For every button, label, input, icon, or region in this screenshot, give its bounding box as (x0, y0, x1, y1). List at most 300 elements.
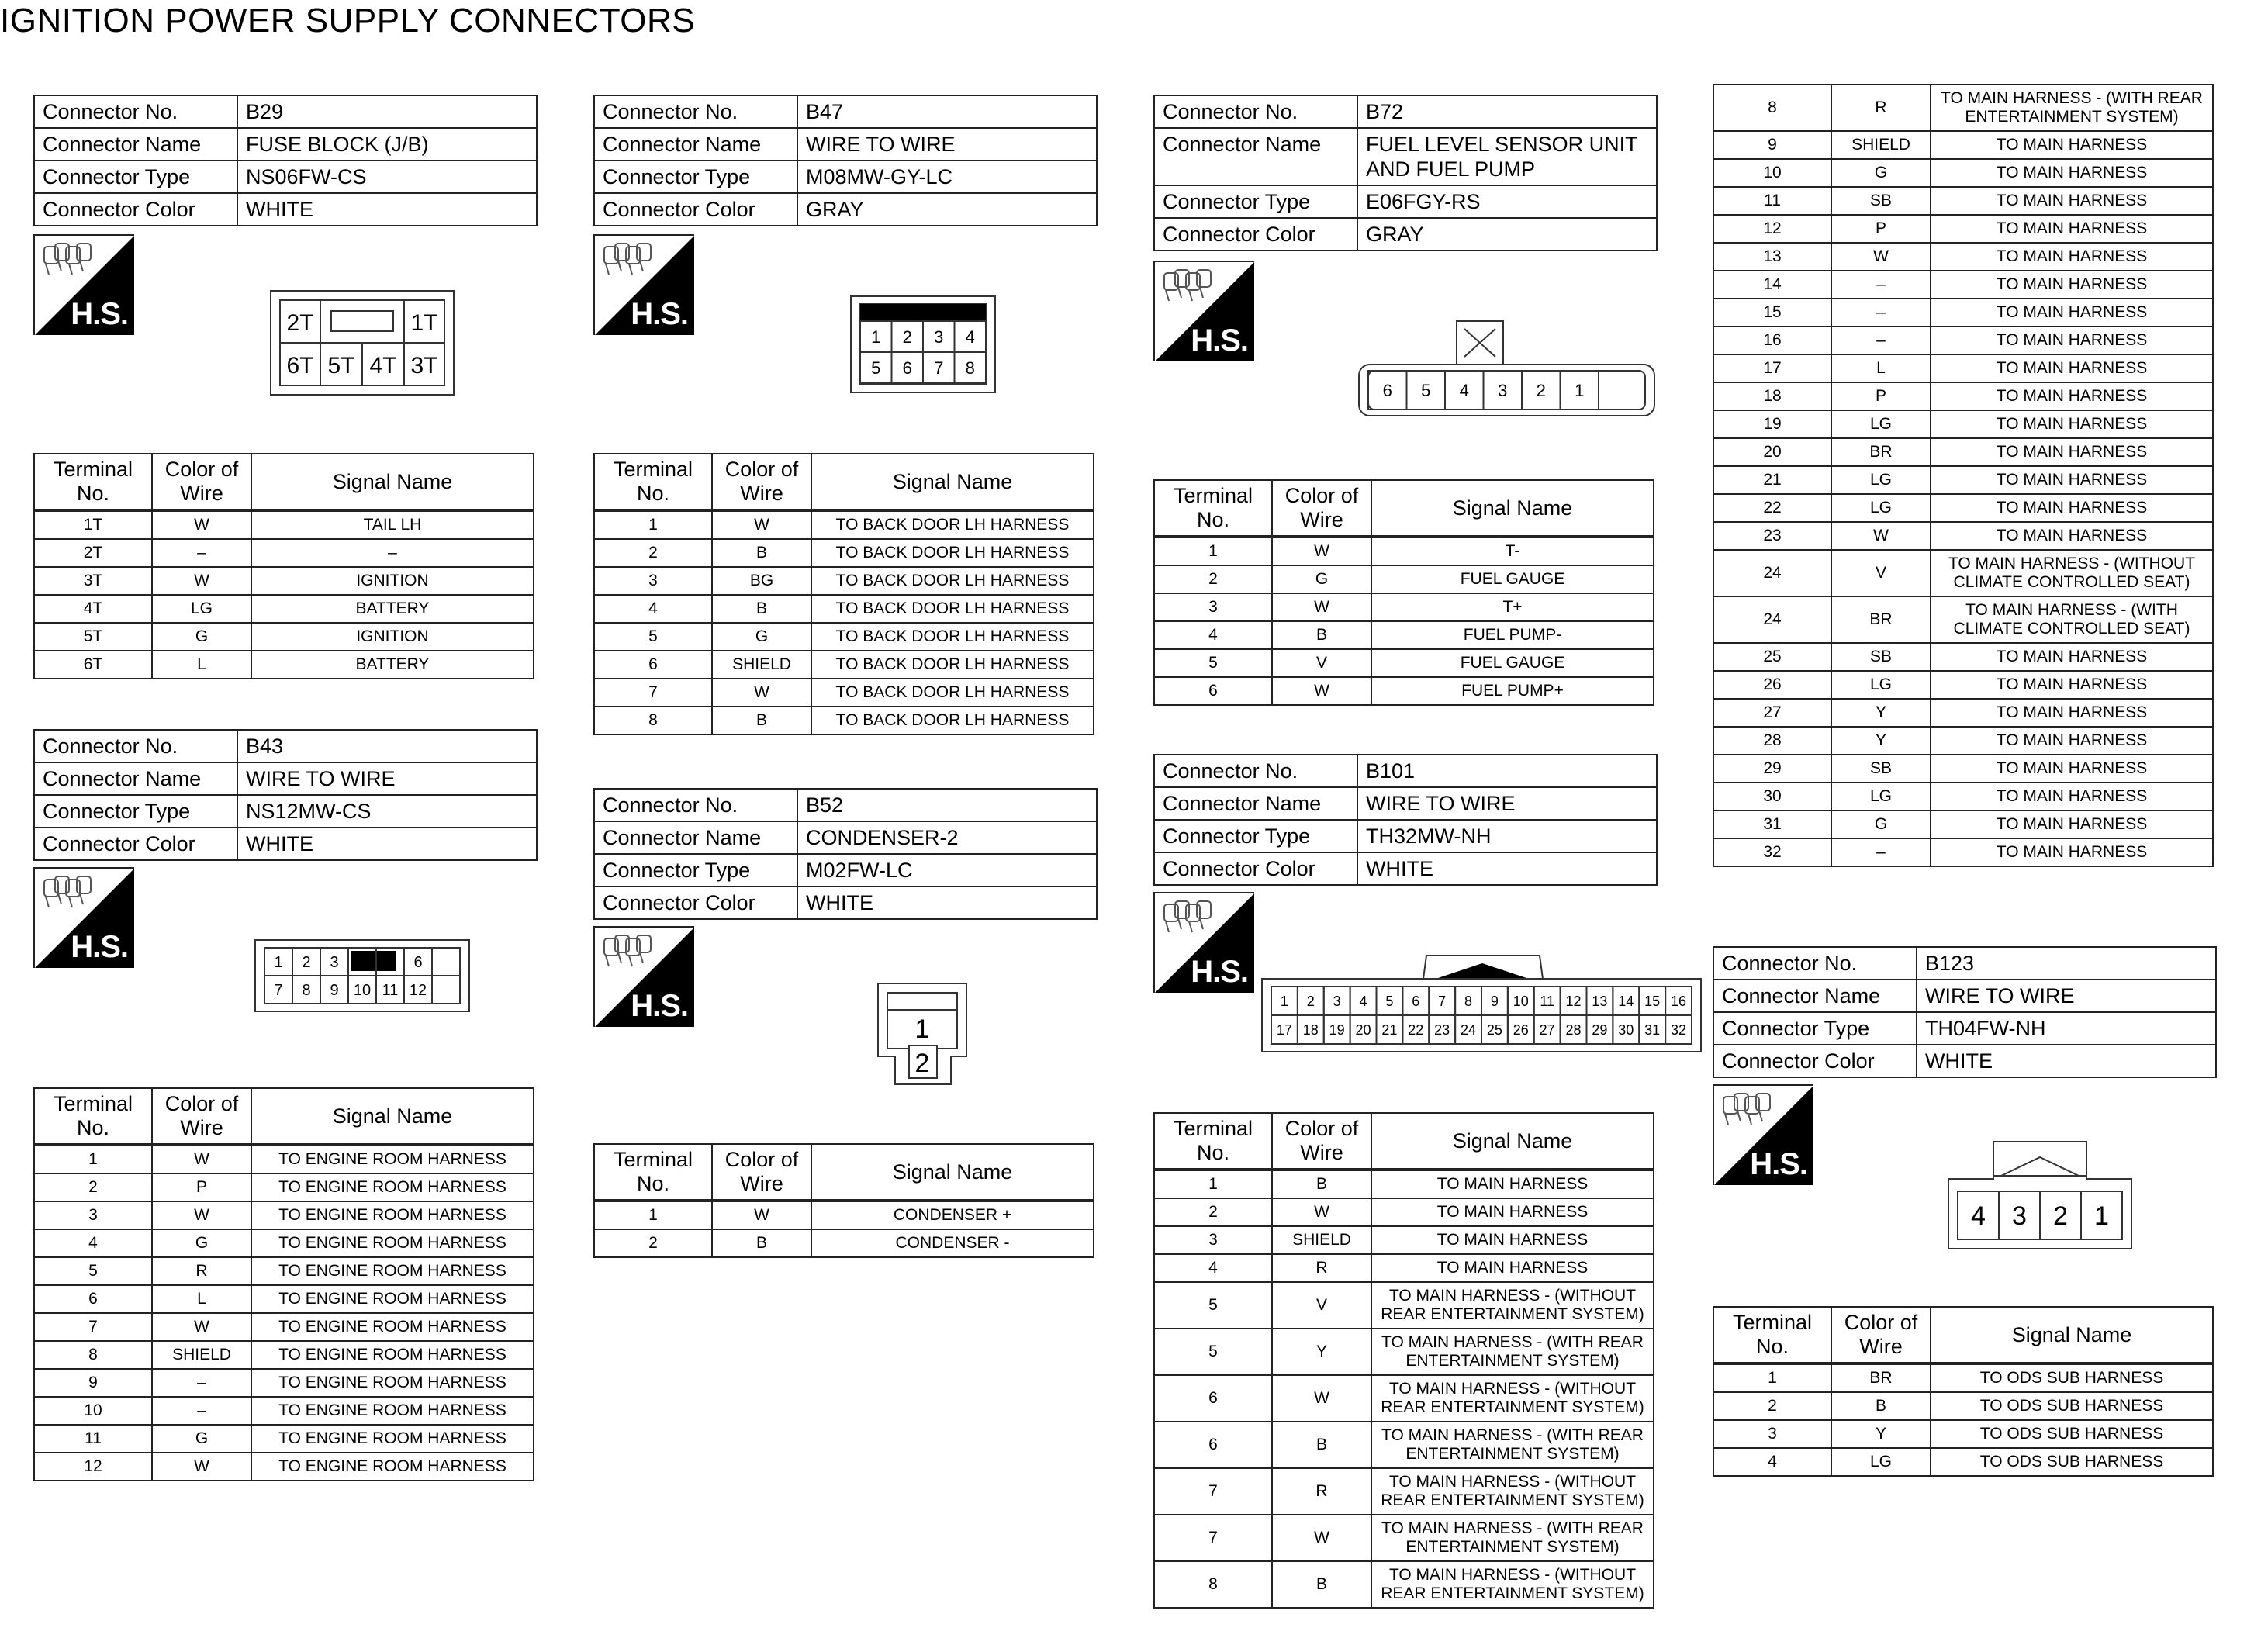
terminal-no-cell: 5 (1154, 1329, 1272, 1375)
signal-name-cell: FUEL GAUGE (1371, 565, 1654, 593)
table-row (1154, 1329, 1654, 1375)
table-row (594, 510, 1094, 539)
harness-side-icon (593, 926, 694, 1027)
terminal-no-cell: 5 (34, 1257, 152, 1285)
terminal-no-cell: 28 (1713, 727, 1831, 755)
terminal-no-cell: 6 (594, 651, 712, 679)
pin-label: 9 (1490, 993, 1499, 1009)
table-row (594, 1201, 1094, 1229)
table-row (1713, 699, 2213, 727)
hs-label: H.S. (1191, 955, 1248, 989)
table-row (594, 679, 1094, 707)
signal-name-cell: T- (1371, 537, 1654, 565)
table-row (34, 1173, 534, 1201)
signal-name-cell: TO MAIN HARNESS (1931, 643, 2213, 671)
signal-name-cell: TO ENGINE ROOM HARNESS (251, 1285, 534, 1313)
terminal-no-cell: 10 (1713, 159, 1831, 187)
table-row (1713, 159, 2213, 187)
terminal-no-cell: 2 (594, 539, 712, 567)
signal-name-cell: TO ENGINE ROOM HARNESS (251, 1341, 534, 1369)
connector-color-value: WHITE (1357, 852, 1657, 885)
pin-label: 11 (382, 982, 399, 1000)
pin-label: 5 (871, 358, 881, 378)
wire-color-cell: – (152, 1397, 251, 1425)
signal-name-cell: TO MAIN HARNESS - (WITH REAR ENTERTAINMENT SYSTEM) (1371, 1515, 1654, 1561)
hs-label: H.S. (631, 297, 688, 331)
page-title: IGNITION POWER SUPPLY CONNECTORS (0, 2, 696, 40)
signal-name-cell: TO MAIN HARNESS - (WITH REAR ENTERTAINMENT SYSTEM) (1931, 85, 2213, 131)
terminal-no-cell: 7 (34, 1313, 152, 1341)
header-color-of-wire: Color of Wire (712, 1144, 811, 1201)
wire-color-cell: G (1272, 565, 1371, 593)
label-connector-type: Connector Type (594, 161, 797, 193)
header-terminal-no: Terminal No. (1713, 1307, 1831, 1363)
pin-label: 12 (1565, 993, 1582, 1009)
terminal-table-b43 (33, 1087, 534, 1481)
signal-name-cell: TO MAIN HARNESS (1371, 1170, 1654, 1198)
terminal-no-cell: 6 (34, 1285, 152, 1313)
label-connector-no: Connector No. (1154, 95, 1357, 128)
signal-name-cell: TO MAIN HARNESS (1931, 271, 2213, 299)
signal-name-cell: TO MAIN HARNESS (1931, 159, 2213, 187)
terminal-no-cell: 7 (1154, 1468, 1272, 1515)
table-row (1713, 299, 2213, 327)
table-row (1713, 596, 2213, 643)
table-row (1154, 1226, 1654, 1254)
table-row (1713, 271, 2213, 299)
wire-color-cell: W (152, 567, 251, 595)
signal-name-cell: TO ENGINE ROOM HARNESS (251, 1201, 534, 1229)
hs-label: H.S. (1750, 1147, 1807, 1181)
wire-color-cell: – (1831, 327, 1931, 354)
wire-color-cell: – (1831, 838, 1931, 866)
pin-label: 13 (1592, 993, 1608, 1009)
pin-label: 8 (965, 358, 975, 378)
table-row (1154, 1170, 1654, 1198)
wire-color-cell: B (1831, 1392, 1931, 1420)
table-row (34, 510, 534, 539)
hs-label: H.S. (631, 989, 688, 1023)
connector-color-value: WHITE (1917, 1045, 2216, 1077)
signal-name-cell: TO MAIN HARNESS - (WITH REAR ENTERTAINMENT SYSTEM) (1371, 1329, 1654, 1375)
terminal-no-cell: 6 (1154, 1375, 1272, 1422)
signal-name-cell: TO BACK DOOR LH HARNESS (811, 510, 1094, 539)
signal-name-cell: CONDENSER + (811, 1201, 1094, 1229)
signal-name-cell: TO MAIN HARNESS (1931, 382, 2213, 410)
pin-label: 1 (1280, 993, 1288, 1009)
pin-label: 27 (1539, 1021, 1555, 1038)
table-row (1713, 243, 2213, 271)
signal-name-cell: TO MAIN HARNESS (1931, 215, 2213, 243)
harness-side-icon (1713, 1084, 1813, 1185)
table-row (1154, 1422, 1654, 1468)
terminal-no-cell: 11 (1713, 187, 1831, 215)
pin-label: 19 (1329, 1021, 1345, 1038)
wire-color-cell: Y (1831, 1420, 1931, 1448)
signal-name-cell: TO MAIN HARNESS (1931, 810, 2213, 838)
table-row (1154, 1515, 1654, 1561)
label-connector-no: Connector No. (1713, 947, 1917, 980)
connector-name-value: FUEL LEVEL SENSOR UNIT AND FUEL PUMP (1357, 128, 1657, 185)
wire-color-cell: LG (152, 595, 251, 623)
signal-name-cell: TO BACK DOOR LH HARNESS (811, 567, 1094, 595)
connector-info-b72 (1153, 95, 1658, 251)
wire-color-cell: SB (1831, 755, 1931, 783)
hs-label: H.S. (71, 930, 128, 964)
table-row (1713, 466, 2213, 494)
wire-color-cell: P (152, 1173, 251, 1201)
pin-label: 2T (286, 310, 314, 336)
pin-label: 6 (1382, 380, 1392, 400)
signal-name-cell: TO MAIN HARNESS (1931, 327, 2213, 354)
pin-label: 15 (1644, 993, 1661, 1009)
terminal-no-cell: 2 (1154, 565, 1272, 593)
connector-info-b43 (33, 729, 538, 861)
connector-name-value: CONDENSER-2 (797, 821, 1097, 854)
wire-color-cell: G (152, 1425, 251, 1453)
signal-name-cell: TO MAIN HARNESS (1371, 1254, 1654, 1282)
connector-diagram-b29 (269, 289, 455, 402)
wire-color-cell: B (1272, 1422, 1371, 1468)
wire-color-cell: B (712, 707, 811, 734)
table-row (594, 651, 1094, 679)
connector-name-value: WIRE TO WIRE (1357, 787, 1657, 820)
terminal-table-b101-part1 (1153, 1112, 1654, 1609)
pin-label: 17 (1276, 1021, 1292, 1038)
signal-name-cell: TO ENGINE ROOM HARNESS (251, 1313, 534, 1341)
terminal-table-b47 (593, 453, 1094, 735)
terminal-no-cell: 12 (1713, 215, 1831, 243)
table-row (1713, 727, 2213, 755)
signal-name-cell: TO BACK DOOR LH HARNESS (811, 623, 1094, 651)
terminal-no-cell: 3 (1713, 1420, 1831, 1448)
table-row (1713, 1448, 2213, 1476)
table-row (1713, 1420, 2213, 1448)
terminal-no-cell: 18 (1713, 382, 1831, 410)
label-connector-color: Connector Color (1154, 852, 1357, 885)
terminal-no-cell: 16 (1713, 327, 1831, 354)
hs-label: H.S. (1191, 323, 1248, 358)
pin-label: 3 (1333, 993, 1341, 1009)
header-color-of-wire: Color of Wire (1272, 1113, 1371, 1170)
signal-name-cell: TO ENGINE ROOM HARNESS (251, 1369, 534, 1397)
connector-no-value: B123 (1917, 947, 2216, 980)
wire-color-cell: SHIELD (1831, 131, 1931, 159)
signal-name-cell: TO ENGINE ROOM HARNESS (251, 1453, 534, 1481)
terminal-no-cell: 6 (1154, 677, 1272, 705)
signal-name-cell: TO BACK DOOR LH HARNESS (811, 539, 1094, 567)
pin-label: 28 (1565, 1021, 1582, 1038)
label-connector-color: Connector Color (34, 828, 237, 860)
label-connector-name: Connector Name (594, 821, 797, 854)
wire-color-cell: BR (1831, 1363, 1931, 1392)
wire-color-cell: – (1831, 299, 1931, 327)
signal-name-cell: TO MAIN HARNESS (1931, 354, 2213, 382)
terminal-no-cell: 29 (1713, 755, 1831, 783)
wire-color-cell: SHIELD (152, 1341, 251, 1369)
pin-label: 14 (1618, 993, 1634, 1009)
connector-type-value: M02FW-LC (797, 854, 1097, 886)
table-row (1713, 494, 2213, 522)
pin-label: 1 (1575, 380, 1585, 400)
signal-name-cell: IGNITION (251, 623, 534, 651)
pin-label: 2 (1306, 993, 1315, 1009)
signal-name-cell: TO MAIN HARNESS (1931, 727, 2213, 755)
signal-name-cell: TO ODS SUB HARNESS (1931, 1392, 2213, 1420)
signal-name-cell: FUEL PUMP- (1371, 621, 1654, 649)
signal-name-cell: FUEL PUMP+ (1371, 677, 1654, 705)
pin-label: 1T (410, 310, 438, 336)
label-connector-name: Connector Name (34, 762, 237, 795)
terminal-table-b123 (1713, 1306, 2214, 1477)
wire-color-cell: Y (1831, 727, 1931, 755)
connector-type-value: TH32MW-NH (1357, 820, 1657, 852)
terminal-no-cell: 1 (1154, 1170, 1272, 1198)
connector-info-b101 (1153, 754, 1658, 886)
pin-label: 29 (1592, 1021, 1608, 1038)
pin-label: 1 (274, 954, 283, 972)
wire-color-cell: – (152, 539, 251, 567)
harness-side-icon (1153, 892, 1254, 993)
wire-color-cell: B (712, 539, 811, 567)
pin-label: 3 (330, 954, 339, 972)
table-row (1713, 438, 2213, 466)
pin-label: 4 (1971, 1201, 1986, 1232)
pin-label: 26 (1513, 1021, 1529, 1038)
pin-label: 10 (353, 982, 372, 1000)
pin-label: 5 (1385, 993, 1394, 1009)
signal-name-cell: TO MAIN HARNESS (1931, 671, 2213, 699)
pin-label: 7 (1438, 993, 1447, 1009)
terminal-no-cell: 12 (34, 1453, 152, 1481)
signal-name-cell: TO MAIN HARNESS (1371, 1198, 1654, 1226)
table-row (1154, 1282, 1654, 1329)
terminal-no-cell: 8 (594, 707, 712, 734)
terminal-no-cell: 10 (34, 1397, 152, 1425)
wire-color-cell: W (152, 510, 251, 539)
signal-name-cell: TO MAIN HARNESS - (WITHOUT REAR ENTERTAINMENT SYSTEM) (1371, 1468, 1654, 1515)
connector-no-value: B47 (797, 95, 1097, 128)
label-connector-type: Connector Type (1154, 820, 1357, 852)
table-row (1713, 522, 2213, 550)
connector-color-value: WHITE (237, 193, 537, 226)
wire-color-cell: G (1831, 159, 1931, 187)
signal-name-cell: TO ENGINE ROOM HARNESS (251, 1229, 534, 1257)
signal-name-cell: TO MAIN HARNESS - (WITHOUT REAR ENTERTAINMENT SYSTEM) (1371, 1561, 1654, 1608)
label-connector-name: Connector Name (34, 128, 237, 161)
terminal-no-cell: 4 (1154, 1254, 1272, 1282)
signal-name-cell: TO MAIN HARNESS - (WITH REAR ENTERTAINMENT SYSTEM) (1371, 1422, 1654, 1468)
signal-name-cell: TO MAIN HARNESS (1931, 838, 2213, 866)
pin-label: 11 (1540, 993, 1555, 1009)
label-connector-no: Connector No. (34, 95, 237, 128)
wire-color-cell: R (152, 1257, 251, 1285)
table-row (1713, 1392, 2213, 1420)
signal-name-cell: TO ODS SUB HARNESS (1931, 1448, 2213, 1476)
terminal-no-cell: 17 (1713, 354, 1831, 382)
wire-color-cell: B (712, 595, 811, 623)
harness-side-icon (1153, 261, 1254, 361)
label-connector-type: Connector Type (594, 854, 797, 886)
connector-diagram-b101 (1260, 952, 1703, 1057)
terminal-no-cell: 27 (1713, 699, 1831, 727)
signal-name-cell: TO ENGINE ROOM HARNESS (251, 1397, 534, 1425)
wire-color-cell: LG (1831, 1448, 1931, 1476)
terminal-no-cell: 14 (1713, 271, 1831, 299)
label-connector-name: Connector Name (594, 128, 797, 161)
wire-color-cell: W (1831, 522, 1931, 550)
terminal-no-cell: 4T (34, 595, 152, 623)
signal-name-cell: CONDENSER - (811, 1229, 1094, 1257)
label-connector-color: Connector Color (1713, 1045, 1917, 1077)
harness-side-icon (593, 234, 694, 335)
wire-color-cell: B (1272, 1170, 1371, 1198)
wire-color-cell: R (1272, 1468, 1371, 1515)
header-color-of-wire: Color of Wire (152, 454, 251, 510)
pin-label: 3 (934, 327, 944, 347)
terminal-no-cell: 2 (34, 1173, 152, 1201)
label-connector-no: Connector No. (594, 95, 797, 128)
wire-color-cell: P (1831, 382, 1931, 410)
pin-label: 5T (327, 353, 355, 378)
table-row (1713, 131, 2213, 159)
table-row (1154, 1561, 1654, 1608)
wire-color-cell: – (1831, 271, 1931, 299)
wire-color-cell: LG (1831, 494, 1931, 522)
table-row (34, 539, 534, 567)
terminal-no-cell: 20 (1713, 438, 1831, 466)
wire-color-cell: W (1272, 1515, 1371, 1561)
table-row (1154, 1254, 1654, 1282)
pin-label: 32 (1671, 1021, 1687, 1038)
label-connector-color: Connector Color (1154, 218, 1357, 251)
pin-label: 2 (902, 327, 912, 347)
connector-no-value: B29 (237, 95, 537, 128)
wire-color-cell: W (1831, 243, 1931, 271)
label-connector-name: Connector Name (1713, 980, 1917, 1012)
connector-color-value: GRAY (797, 193, 1097, 226)
connector-info-b123 (1713, 946, 2217, 1078)
pin-label: 4 (965, 327, 975, 347)
terminal-no-cell: 1 (594, 1201, 712, 1229)
pin-label: 5 (1421, 380, 1431, 400)
signal-name-cell: BATTERY (251, 595, 534, 623)
terminal-no-cell: 4 (594, 595, 712, 623)
table-row (34, 1397, 534, 1425)
wire-color-cell: G (152, 1229, 251, 1257)
wire-color-cell: Y (1272, 1329, 1371, 1375)
signal-name-cell: TO ODS SUB HARNESS (1931, 1363, 2213, 1392)
terminal-no-cell: 5T (34, 623, 152, 651)
terminal-no-cell: 4 (1713, 1448, 1831, 1476)
connector-name-value: WIRE TO WIRE (797, 128, 1097, 161)
table-row (1713, 382, 2213, 410)
table-row (1154, 1375, 1654, 1422)
hs-label: H.S. (71, 297, 128, 331)
signal-name-cell: T+ (1371, 593, 1654, 621)
pin-label: 1 (2094, 1201, 2109, 1232)
wire-color-cell: G (152, 623, 251, 651)
terminal-no-cell: 32 (1713, 838, 1831, 866)
table-row (34, 567, 534, 595)
terminal-no-cell: 11 (34, 1425, 152, 1453)
terminal-no-cell: 3 (1154, 1226, 1272, 1254)
pin-label: 30 (1618, 1021, 1634, 1038)
signal-name-cell: TO BACK DOOR LH HARNESS (811, 707, 1094, 734)
signal-name-cell: TO MAIN HARNESS (1931, 410, 2213, 438)
pin-label: 1 (871, 327, 881, 347)
label-connector-name: Connector Name (1154, 787, 1357, 820)
table-row (1713, 215, 2213, 243)
wire-color-cell: W (712, 1201, 811, 1229)
pin-label: 4 (358, 954, 367, 972)
connector-no-value: B52 (797, 789, 1097, 821)
pin-label: 3T (410, 353, 438, 378)
table-row (34, 1229, 534, 1257)
terminal-no-cell: 8 (1154, 1561, 1272, 1608)
wire-color-cell: W (1272, 1198, 1371, 1226)
terminal-no-cell: 30 (1713, 783, 1831, 810)
pin-label: 6 (902, 358, 912, 378)
table-row (1713, 838, 2213, 866)
connector-type-value: NS12MW-CS (237, 795, 537, 828)
signal-name-cell: TO MAIN HARNESS (1931, 466, 2213, 494)
table-row (594, 623, 1094, 651)
wire-color-cell: W (712, 510, 811, 539)
terminal-no-cell: 6 (1154, 1422, 1272, 1468)
signal-name-cell: TO MAIN HARNESS (1931, 522, 2213, 550)
pin-label: 1 (914, 1014, 930, 1044)
terminal-no-cell: 1 (1154, 537, 1272, 565)
terminal-no-cell: 2T (34, 539, 152, 567)
pin-label: 23 (1434, 1021, 1450, 1038)
terminal-no-cell: 4 (34, 1229, 152, 1257)
table-row (1154, 649, 1654, 677)
wire-color-cell: L (152, 1285, 251, 1313)
table-row (1154, 1468, 1654, 1515)
signal-name-cell: TO MAIN HARNESS (1931, 755, 2213, 783)
terminal-no-cell: 3 (594, 567, 712, 595)
wire-color-cell: W (152, 1453, 251, 1481)
signal-name-cell: IGNITION (251, 567, 534, 595)
terminal-no-cell: 31 (1713, 810, 1831, 838)
terminal-no-cell: 1 (1713, 1363, 1831, 1392)
pin-label: 7 (934, 358, 944, 378)
wire-color-cell: W (152, 1201, 251, 1229)
terminal-no-cell: 8 (1713, 85, 1831, 131)
pin-label: 2 (302, 954, 311, 972)
pin-label: 2 (2053, 1201, 2068, 1232)
table-row (594, 567, 1094, 595)
wire-color-cell: W (1272, 677, 1371, 705)
connector-name-value: WIRE TO WIRE (237, 762, 537, 795)
signal-name-cell: TO ENGINE ROOM HARNESS (251, 1173, 534, 1201)
signal-name-cell: TO MAIN HARNESS (1931, 131, 2213, 159)
terminal-no-cell: 13 (1713, 243, 1831, 271)
signal-name-cell: TO BACK DOOR LH HARNESS (811, 651, 1094, 679)
signal-name-cell: TO MAIN HARNESS - (WITHOUT REAR ENTERTAINMENT SYSTEM) (1371, 1282, 1654, 1329)
signal-name-cell: TO MAIN HARNESS (1931, 299, 2213, 327)
terminal-no-cell: 7 (594, 679, 712, 707)
header-color-of-wire: Color of Wire (1831, 1307, 1931, 1363)
pin-label: 4 (1359, 993, 1367, 1009)
header-signal-name: Signal Name (1931, 1307, 2213, 1363)
terminal-no-cell: 26 (1713, 671, 1831, 699)
terminal-no-cell: 1T (34, 510, 152, 539)
terminal-no-cell: 5 (1154, 649, 1272, 677)
wire-color-cell: R (1272, 1254, 1371, 1282)
wire-color-cell: B (712, 1229, 811, 1257)
